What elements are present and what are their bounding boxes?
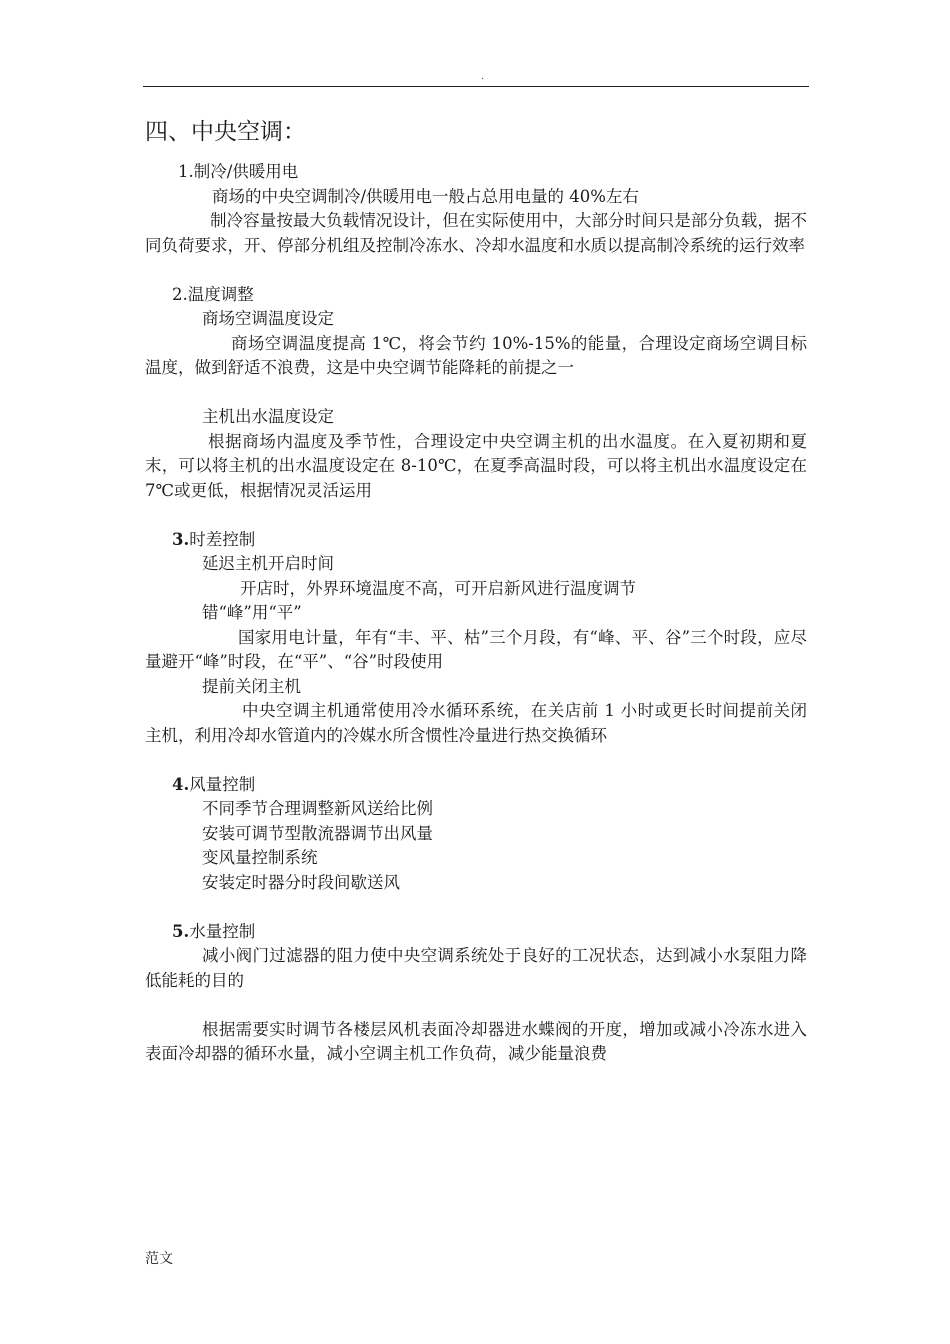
section-2-paragraph-2: 根据商场内温度及季节性，合理设定中央空调主机的出水温度。在入夏初期和夏末，可以将主机的出水温度设定在 8-10℃，在夏季高温时段，可以将主机出水温度设定在 7℃或更低，根据情况灵活运用 [145, 431, 807, 500]
section-4-number: 4. [172, 774, 190, 794]
section-3-heading [145, 528, 807, 553]
spacer [145, 503, 807, 528]
section-5-heading-text: 水量控制 [189, 921, 256, 941]
section-title: 四、中央空调： [145, 119, 306, 145]
section-1-paragraph: 制冷容量按最大负载情况设计，但在实际使用中，大部分时间只是部分负载，据不同负荷要求，开、停部分机组及控制冷冻水、冷却水温度和水质以提高制冷系统的运行效率 [145, 211, 807, 255]
spacer [145, 993, 807, 1018]
section-4-item: 安装定时器分时段间歇送风 [202, 872, 400, 892]
section-4-heading-text: 风量控制 [189, 774, 256, 794]
section-5-paragraph-1: 减小阀门过滤器的阻力使中央空调系统处于良好的工况状态，达到减小水泵阻力降低能耗的目的 [145, 946, 807, 990]
section-5-heading [145, 920, 807, 945]
section-4-item: 不同季节合理调整新风送给比例 [202, 799, 433, 818]
section-1-line-1: 商场的中央空调制冷/供暖用电一般占总用电量的 40%左右 [212, 186, 639, 206]
spacer [145, 381, 807, 406]
spacer [145, 748, 807, 773]
section-3-number: 3. [172, 529, 190, 549]
section-2-sub-1: 商场空调温度设定 [202, 309, 334, 328]
section-3-paragraph-1: 开店时，外界环境温度不高，可开启新风进行温度调节 [240, 578, 636, 598]
section-1-heading: 1.制冷/供暖用电 [178, 162, 299, 181]
section-5-number: 5. [172, 921, 190, 941]
section-5-paragraph-2: 根据需要实时调节各楼层风机表面冷却器进水蝶阀的开度，增加或减小冷冻水进入表面冷却器的循环水量，减小空调主机工作负荷，减少能量浪费 [145, 1019, 807, 1063]
footer-label: 范文 [145, 1251, 173, 1267]
section-4-item: 变风量控制系统 [202, 848, 318, 867]
section-2-sub-2: 主机出水温度设定 [202, 407, 334, 426]
section-3-sub-3: 提前关闭主机 [202, 676, 301, 696]
section-4-heading [145, 773, 807, 798]
header-dot: . [481, 72, 484, 82]
section-3-sub-1: 延迟主机开启时间 [202, 554, 334, 573]
section-3-paragraph-3: 中央空调主机通常使用冷水循环系统，在关店前 1 小时或更长时间提前关闭主机，利用冷却水管道内的冷媒水所含惯性冷量进行热交换循环 [145, 701, 807, 745]
document-body [145, 116, 807, 1067]
spacer [145, 895, 807, 920]
section-4-item: 安装可调节型散流器调节出风量 [202, 823, 433, 843]
section-3-paragraph-2: 国家用电计量，年有“丰、平、枯”三个月段，有“峰、平、谷”三个时段，应尽量避开“峰”时段，在“平”、“谷”时段使用 [145, 627, 807, 671]
header-rule [143, 86, 809, 87]
section-3-sub-2: 错“峰”用“平” [202, 603, 302, 622]
section-2-heading: 2.温度调整 [172, 284, 254, 304]
spacer [145, 258, 807, 283]
section-2-paragraph-1: 商场空调温度提高 1℃，将会节约 10%-15%的能量，合理设定商场空调目标温度，做到舒适不浪费，这是中央空调节能降耗的前提之一 [145, 333, 807, 377]
section-3-heading-text: 时差控制 [189, 529, 256, 549]
